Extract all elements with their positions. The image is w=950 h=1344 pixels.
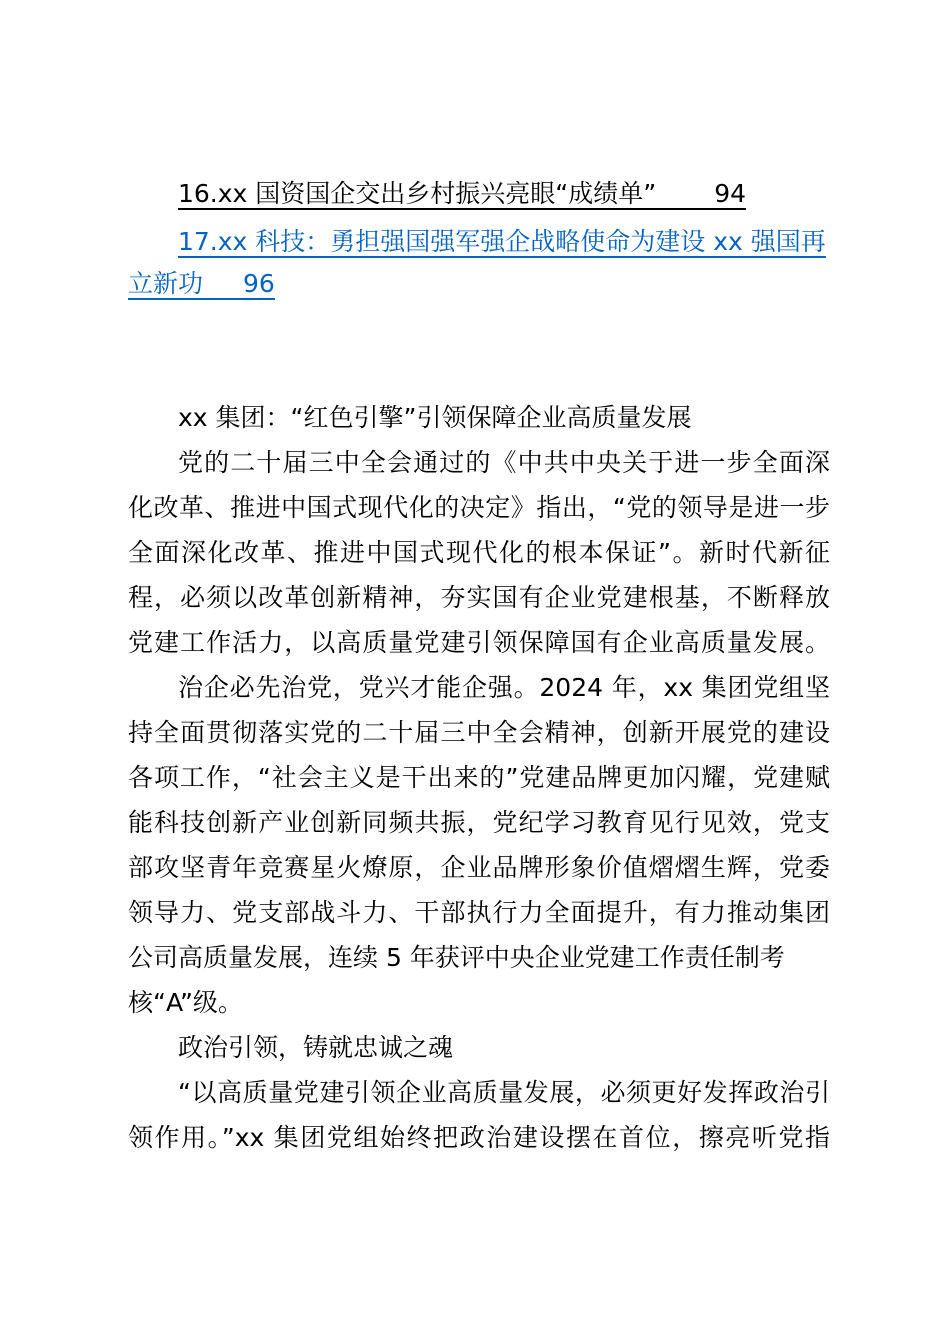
paragraph-2-line-5: 部攻坚青年竞赛星火燎原，企业品牌形象价值熠熠生辉，党委 — [128, 853, 830, 882]
toc-entry-16-link[interactable] — [178, 179, 746, 210]
toc-entry-16-title: 16.xx 国资国企交出乡村振兴亮眼“成绩单” — [178, 179, 657, 208]
toc-entry-17-page: 96 — [243, 269, 275, 298]
toc-entry-17-line2[interactable] — [128, 266, 275, 302]
paragraph-1-line-3: 全面深化改革、推进中国式现代化的根本保证”。新时代新征 — [128, 538, 830, 567]
paragraph-1-line-5: 党建工作活力，以高质量党建引领保障国有企业高质量发展。 — [128, 628, 830, 657]
paragraph-2-line-1: 治企必先治党，党兴才能企强。2024 年，xx 集团党组坚 — [178, 673, 830, 702]
paragraph-2-line-4: 能科技创新产业创新同频共振，党纪学习教育见行见效，党支 — [128, 808, 830, 837]
paragraph-1-line-2: 化改革、推进中国式现代化的决定》指出，“党的领导是进一步 — [128, 493, 830, 522]
toc-entry-17-title: 17.xx 科技：勇担强国强军强企战略使命为建设 xx 强国再 — [178, 227, 826, 256]
paragraph-2-line-8: 核“A”级。 — [128, 988, 243, 1017]
paragraph-2-line-6: 领导力、党支部战斗力、干部执行力全面提升，有力推动集团 — [128, 898, 830, 927]
paragraph-2-line-2: 持全面贯彻落实党的二十届三中全会精神，创新开展党的建设 — [128, 718, 830, 747]
section-heading: 政治引领，铸就忠诚之魂 — [178, 1033, 454, 1062]
paragraph-2-line-7: 公司高质量发展，连续 5 年获评中央企业党建工作责任制考 — [128, 943, 785, 972]
toc-entry-17-title-cont: 立新功 — [128, 269, 204, 298]
paragraph-3-line-1: “以高质量党建引领企业高质量发展，必须更好发挥政治引 — [178, 1078, 830, 1107]
toc-entry-17-line1[interactable] — [178, 224, 826, 260]
paragraph-1-line-1: 党的二十届三中全会通过的《中共中央关于进一步全面深 — [178, 448, 830, 477]
article-title: xx 集团：“红色引擎”引领保障企业高质量发展 — [178, 403, 692, 432]
toc-entry-17-link-cont[interactable] — [128, 269, 275, 300]
toc-entry-16[interactable] — [178, 176, 746, 212]
paragraph-3-line-2: 领作用。”xx 集团党组始终把政治建设摆在首位，擦亮听党指 — [128, 1123, 830, 1152]
toc-entry-17-link[interactable] — [178, 227, 826, 258]
paragraph-2-line-3: 各项工作，“社会主义是干出来的”党建品牌更加闪耀，党建赋 — [128, 763, 830, 792]
toc-entry-16-page: 94 — [714, 179, 747, 208]
paragraph-1-line-4: 程，必须以改革创新精神，夯实国有企业党建根基，不断释放 — [128, 583, 830, 612]
